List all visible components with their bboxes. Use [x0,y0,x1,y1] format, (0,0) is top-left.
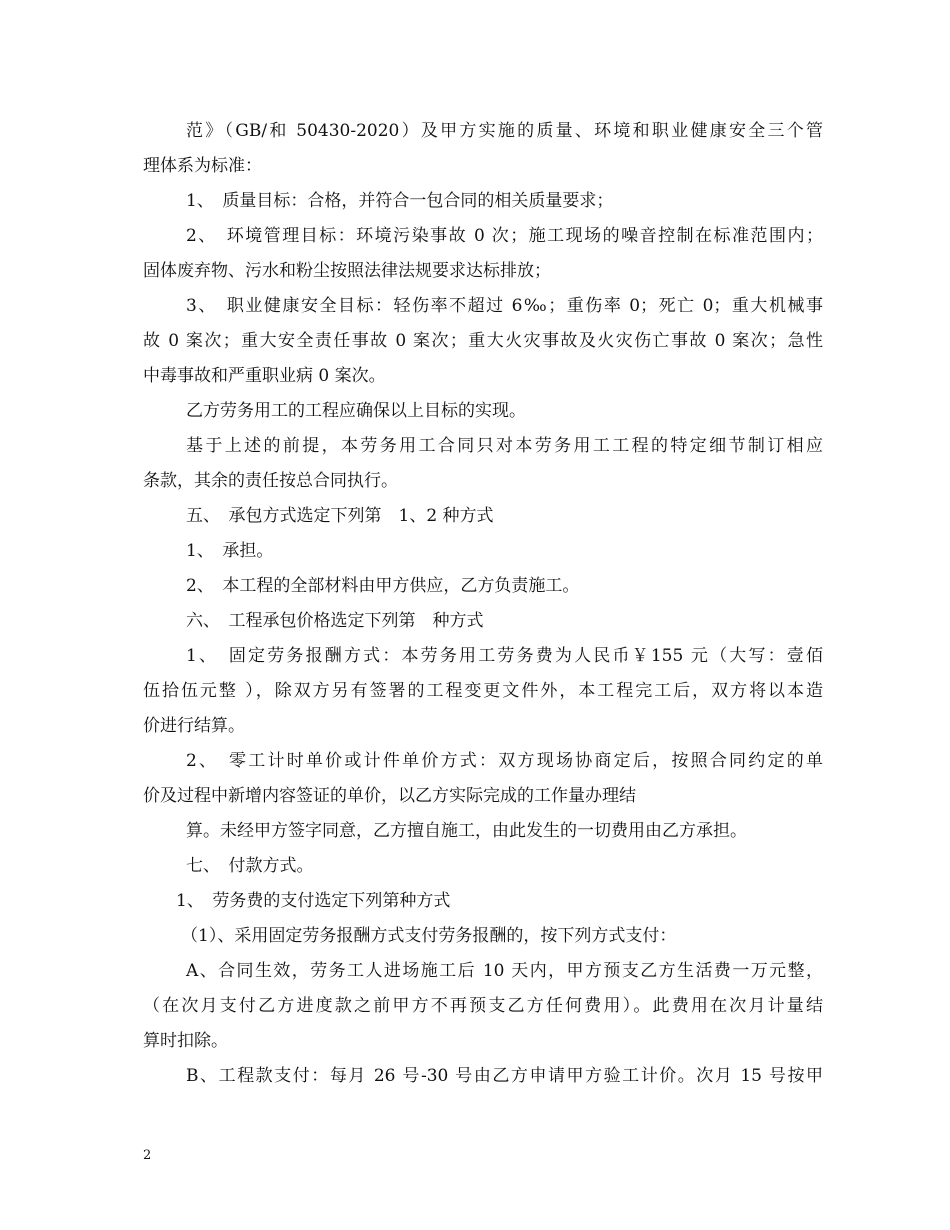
text-line: 乙方劳务用工的工程应确保以上目标的实现。 [186,401,526,421]
section-heading: 七、 付款方式。 [186,856,314,876]
text-line: 1、 固定劳务报酬方式：本劳务用工劳务费为人民币￥155 元（大写：壹佰 [186,646,823,666]
text-line: 2、 零工计时单价或计件单价方式：双方现场协商定后，按照合同约定的单 [186,751,823,771]
text-line: 2、 本工程的全部材料由甲方供应，乙方负责施工。 [186,576,580,596]
text-line: A、合同生效，劳务工人进场施工后 10 天内，甲方预支乙方生活费一万元整， [186,961,823,981]
text-line: （1）、采用固定劳务报酬方式支付劳务报酬的，按下列方式支付： [181,926,677,946]
document-body [143,114,823,1094]
text-line: 3、 职业健康安全目标：轻伤率不超过 6‰；重伤率 0；死亡 0；重大机械事 [186,296,823,316]
text-line: 1、 劳务费的支付选定下列第种方式 [176,891,451,911]
text-line: 故 0 案次；重大安全责任事故 0 案次；重大火灾事故及火灾伤亡事故 0 案次；急性 [143,331,823,351]
page-number: 2 [143,1148,152,1163]
text-line: 1、 承担。 [186,541,274,561]
text-line: 2、 环境管理目标：环境污染事故 0 次；施工现场的噪音控制在标准范围内； [186,226,823,246]
text-line: 基于上述的前提，本劳务用工合同只对本劳务用工工程的特定细节制订相应 [186,436,823,456]
section-heading: 五、 承包方式选定下列第 1、2 种方式 [186,506,494,526]
text-line: 理体系为标准： [143,156,262,176]
text-line: 伍拾伍元整 ），除双方另有签署的工程变更文件外，本工程完工后，双方将以本造 [143,681,823,701]
text-line: 固体废弃物、污水和粉尘按照法律法规要求达标排放； [143,261,551,281]
text-line: （在次月支付乙方进度款之前甲方不再预支乙方任何费用）。此费用在次月计量结 [143,996,823,1016]
section-heading: 六、 工程承包价格选定下列第 种方式 [186,611,484,631]
text-line: 算。未经甲方签字同意，乙方擅自施工，由此发生的一切费用由乙方承担。 [186,821,747,841]
text-line: B、工程款支付：每月 26 号-30 号由乙方申请甲方验工计价。次月 15 号按甲 [186,1066,823,1086]
text-line: 1、 质量目标：合格，并符合一包合同的相关质量要求； [186,191,614,211]
text-line: 中毒事故和严重职业病 0 案次。 [143,366,386,386]
text-line: 价及过程中新增内容签证的单价，以乙方实际完成的工作量办理结 [143,786,636,806]
text-line: 范》（GB/和 50430-2020）及甲方实施的质量、环境和职业健康安全三个管 [186,121,823,141]
text-line: 价进行结算。 [143,716,245,736]
text-line: 算时扣除。 [143,1031,228,1051]
text-line: 条款，其余的责任按总合同执行。 [143,471,398,491]
